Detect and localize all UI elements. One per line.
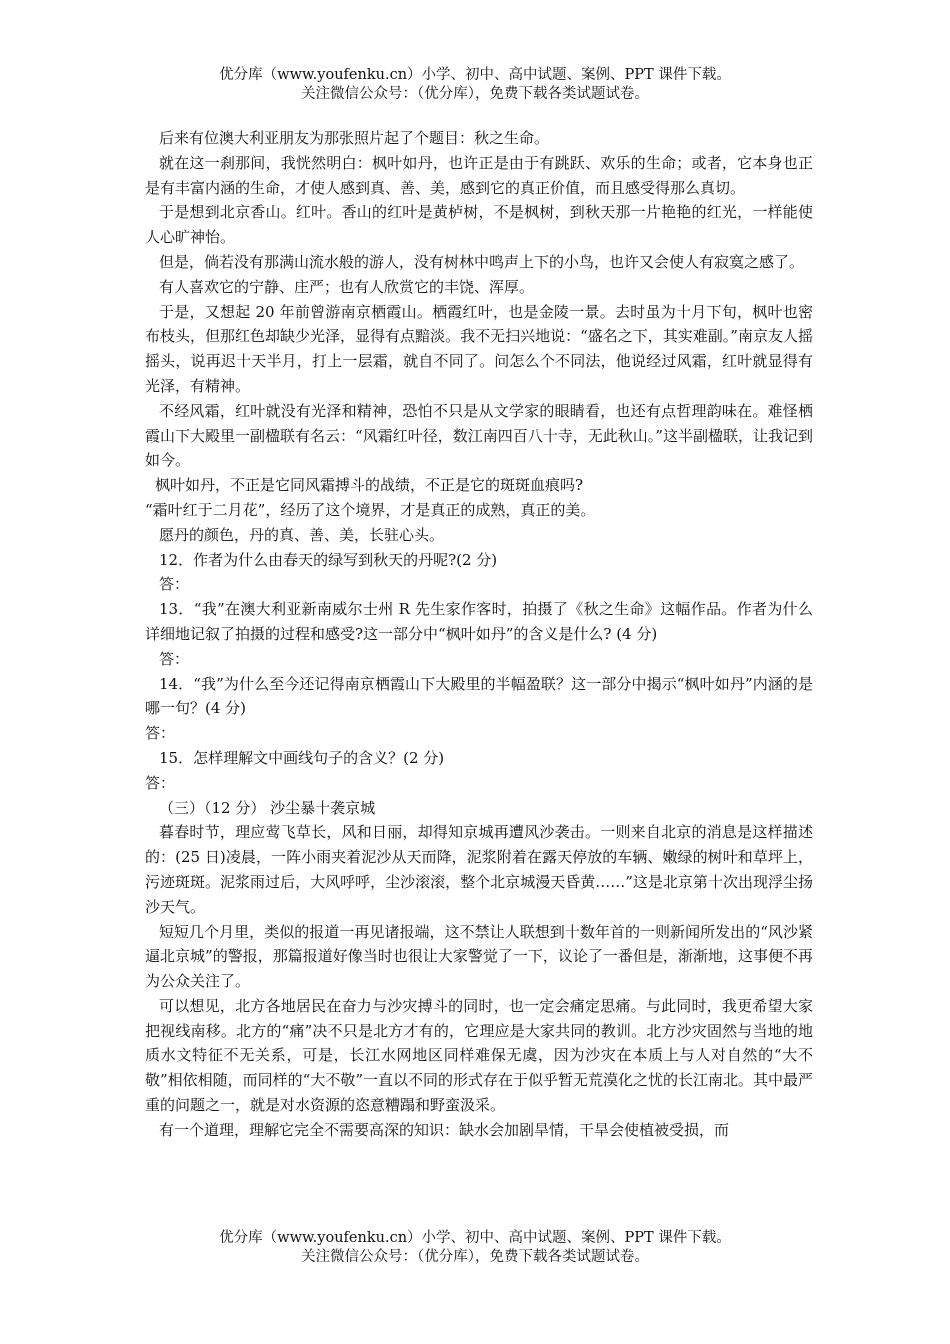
question-15: 15．怎样理解文中画线句子的含义？(2 分) (159, 748, 445, 767)
paragraph: 有人喜欢它的宁静、庄严；也有人欣赏它的丰饶、浑厚。 (159, 277, 535, 296)
footer-line-1: 优分库（www.youfenku.cn）小学、初中、高中试题、案例、PPT 课件下载。 (219, 1230, 731, 1246)
page-footer (0, 1229, 950, 1267)
answer-label: 答： (145, 724, 176, 743)
paragraph: 愿丹的颜色，丹的真、善、美，长驻心头。 (159, 525, 445, 544)
paragraph: 后来有位澳大利亚朋友为那张照片起了个题目：秋之生命。 (159, 129, 550, 147)
question-12: 12．作者为什么由春天的绿写到秋天的丹呢?(2 分) (159, 550, 498, 569)
paragraph: 暮春时节，理应莺飞草长，风和日丽，却得知京城再遭风沙袭击。一则来自北京的消息是这样描述的：(25 日)凌晨，一阵小雨夹着泥沙从天而降，泥浆附着在露天停放的车辆、嫩绿的树叶和草坪上，污迹斑斑。泥浆雨过后，大风呼呼，尘沙滚滚，整个北京城漫天昏黄……”这是北京第十次出现浮尘扬沙天气。 (145, 823, 813, 916)
paragraph: 于是，又想起 20 年前曾游南京栖霞山。栖霞红叶，也是金陵一景。去时虽为十月下旬，枫叶也密布枝头，但那红色却缺少光泽，显得有点黯淡。我不无扫兴地说：“盛名之下，其实难副。”南京友人摇摇头，说再迟十天半月，打上一层霜，就自不同了。问怎么个不同法，他说经过风霜，红叶就显得有光泽，有精神。 (145, 302, 813, 395)
section-heading: （三）（12 分） 沙尘暴十袭京城 (159, 798, 376, 817)
question-14: 14．“我”为什么至今还记得南京栖霞山下大殿里的半幅盈联？这一部分中揭示“枫叶如丹”内涵的是哪一句？(4 分) (145, 674, 813, 718)
document-body (145, 126, 813, 1143)
paragraph: 就在这一刹那间，我恍然明白：枫叶如丹，也许正是由于有跳跃、欢乐的生命；或者，它本身也正是有丰富内涵的生命，才使人感到真、善、美，感到它的真正价值，而且感受得那么真切。 (145, 153, 813, 197)
paragraph: 短短几个月里，类似的报道一再见诸报端，这不禁让人联想到十数年首的一则新闻所发出的“风沙紧逼北京城”的警报，那篇报道好像当时也很让大家警觉了一下，议论了一番但是，渐渐地，这事便不再为公众关注了。 (145, 922, 813, 991)
paragraph: “霜叶红于二月花”，经历了这个境界，才是真正的成熟，真正的美。 (145, 500, 596, 519)
page-header (0, 66, 950, 104)
header-line-2: 关注微信公众号：（优分库），免费下载各类试题试卷。 (301, 86, 649, 102)
paragraph: 不经风霜，红叶就没有光泽和精神，恐怕不只是从文学家的眼睛看，也还有点哲理韵味在。难怪栖霞山下大殿里一副楹联有名云：“风霜红叶径，数江南四百八十寺，无此秋山。”这半副楹联，让我记到如今。 (145, 401, 813, 470)
paragraph: 可以想见，北方各地居民在奋力与沙灾搏斗的同时，也一定会痛定思痛。与此同时，我更希望大家把视线南移。北方的“痛”决不只是北方才有的，它理应是大家共同的教训。北方沙灾固然与当地的地质水文特征不无关系，可是，长江水网地区同样难保无虞，因为沙灾在本质上与人对自然的“大不敬”相依相随，而同样的“大不敬”一直以不同的形式存在于似乎暂无荒漠化之忧的长江南北。其中最严重的问题之一，就是对水资源的恣意糟蹋和野蛮汲采。 (145, 996, 814, 1115)
paragraph: 枫叶如丹，不正是它同风霜搏斗的战绩，不正是它的斑斑血痕吗? (155, 476, 584, 495)
paragraph: 于是想到北京香山。红叶。香山的红叶是黄栌树，不是枫树，到秋天那一片艳艳的红光，一样能使人心旷神怡。 (145, 203, 813, 247)
footer-line-2: 关注微信公众号：（优分库），免费下载各类试题试卷。 (301, 1249, 649, 1265)
answer-label: 答： (145, 773, 176, 792)
question-13: 13．“我”在澳大利亚新南威尔士州 R 先生家作客时，拍摄了《秋之生命》这幅作品。作者为什么详细地记叙了拍摄的过程和感受?这一部分中“枫叶如丹”的含义是什么? (4 分) (145, 600, 813, 643)
header-line-1: 优分库（www.youfenku.cn）小学、初中、高中试题、案例、PPT 课件下载。 (219, 67, 731, 83)
paragraph: 但是，倘若没有那满山流水般的游人，没有树林中鸣声上下的小鸟，也许又会使人有寂寞之感了。 (159, 252, 805, 271)
answer-label: 答： (159, 649, 190, 668)
paragraph: 有一个道理，理解它完全不需要高深的知识：缺水会加剧旱情，干旱会使植被受损，而 (159, 1120, 730, 1139)
answer-label: 答： (159, 575, 190, 594)
